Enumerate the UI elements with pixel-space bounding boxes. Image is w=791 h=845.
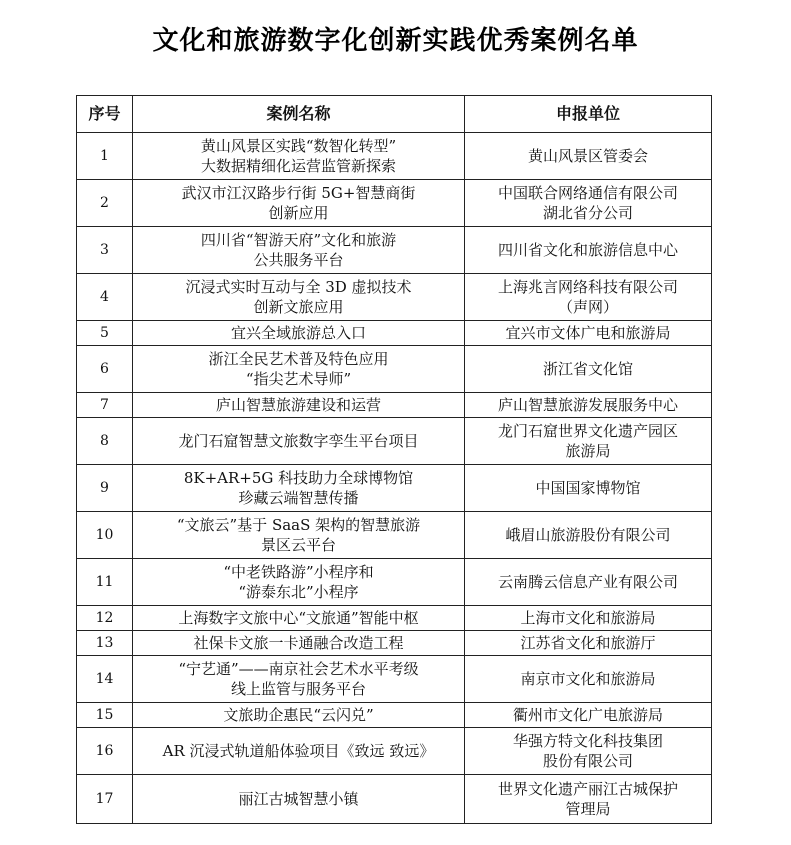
- applicant-unit-cell: [465, 728, 712, 775]
- applicant-unit-cell: [465, 512, 712, 559]
- case-name-line: 丽江古城智慧小镇: [238, 790, 359, 808]
- case-table: [76, 95, 712, 824]
- row-number: 2: [77, 180, 133, 227]
- case-name-line: 宜兴全域旅游总入口: [230, 324, 366, 342]
- case-name-cell: [133, 180, 465, 227]
- applicant-unit-cell: [465, 274, 712, 321]
- applicant-unit-cell: [465, 393, 712, 418]
- header-name: 案例名称: [133, 96, 465, 133]
- case-name-cell: [133, 512, 465, 559]
- case-name-line: 社保卡文旅一卡通融合改造工程: [193, 634, 404, 652]
- applicant-unit-line: 黄山风景区管委会: [527, 147, 648, 165]
- applicant-unit-cell: [465, 606, 712, 631]
- case-name-line: 浙江全民艺术普及特色应用: [208, 350, 389, 368]
- applicant-unit-line: 中国联合网络通信有限公司: [497, 184, 678, 202]
- case-name-line: 龙门石窟智慧文旅数字孪生平台项目: [178, 432, 419, 450]
- table-row: [77, 606, 712, 631]
- row-number: 12: [77, 606, 133, 631]
- applicant-unit-cell: [465, 631, 712, 656]
- table-row: [77, 512, 712, 559]
- case-name-line: 公共服务平台: [253, 251, 344, 269]
- applicant-unit-line: 湖北省分公司: [542, 204, 633, 222]
- page-title: 文化和旅游数字化创新实践优秀案例名单: [152, 26, 639, 56]
- case-name-cell: [133, 728, 465, 775]
- table-row: [77, 418, 712, 465]
- case-name-line: “中老铁路游”小程序和: [223, 563, 374, 581]
- case-name-line: AR 沉浸式轨道船体验项目《致远 致远》: [162, 742, 435, 760]
- case-name-line: 文旅助企惠民“云闪兑”: [223, 706, 374, 724]
- applicant-unit-line: 旅游局: [565, 442, 611, 460]
- table-row: [77, 656, 712, 703]
- table-row: [77, 180, 712, 227]
- row-number: 10: [77, 512, 133, 559]
- row-number: 3: [77, 227, 133, 274]
- case-name-line: 创新文旅应用: [253, 298, 344, 316]
- table-row: [77, 393, 712, 418]
- case-name-line: 四川省“智游天府”文化和旅游: [200, 231, 397, 249]
- applicant-unit-line: 江苏省文化和旅游厅: [520, 634, 656, 652]
- case-name-line: 线上监管与服务平台: [230, 680, 366, 698]
- applicant-unit-cell: [465, 775, 712, 824]
- row-number: 8: [77, 418, 133, 465]
- table-row: [77, 728, 712, 775]
- case-name-cell: [133, 465, 465, 512]
- case-name-line: 武汉市江汉路步行街 5G+智慧商街: [181, 184, 416, 202]
- case-name-cell: [133, 606, 465, 631]
- case-name-line: 珍藏云端智慧传播: [238, 489, 359, 507]
- row-number: 16: [77, 728, 133, 775]
- header-num: 序号: [77, 96, 133, 133]
- table-row: [77, 465, 712, 512]
- table-row: [77, 274, 712, 321]
- case-name-cell: [133, 703, 465, 728]
- table-header-row: [77, 96, 712, 133]
- applicant-unit-cell: [465, 227, 712, 274]
- header-unit: 申报单位: [465, 96, 712, 133]
- row-number: 5: [77, 321, 133, 346]
- case-name-cell: [133, 393, 465, 418]
- case-name-line: 沉浸式实时互动与全 3D 虚拟技术: [185, 278, 412, 296]
- applicant-unit-line: 龙门石窟世界文化遗产园区: [497, 422, 678, 440]
- applicant-unit-cell: [465, 346, 712, 393]
- row-number: 11: [77, 559, 133, 606]
- applicant-unit-line: 浙江省文化馆: [542, 360, 633, 378]
- case-name-line: 景区云平台: [260, 536, 336, 554]
- applicant-unit-line: 管理局: [565, 800, 611, 818]
- case-name-cell: [133, 775, 465, 824]
- case-name-line: “游泰东北”小程序: [238, 583, 359, 601]
- applicant-unit-line: 上海兆言网络科技有限公司: [497, 278, 678, 296]
- case-name-line: 大数据精细化运营监管新探索: [200, 157, 396, 175]
- table-body: [77, 133, 712, 824]
- case-name-cell: [133, 133, 465, 180]
- applicant-unit-line: 华强方特文化科技集团: [512, 732, 663, 750]
- case-name-line: 创新应用: [268, 204, 329, 222]
- applicant-unit-line: 峨眉山旅游股份有限公司: [505, 526, 671, 544]
- applicant-unit-cell: [465, 133, 712, 180]
- case-name-cell: [133, 321, 465, 346]
- row-number: 1: [77, 133, 133, 180]
- table-row: [77, 631, 712, 656]
- table-row: [77, 559, 712, 606]
- row-number: 13: [77, 631, 133, 656]
- case-name-cell: [133, 227, 465, 274]
- case-name-cell: [133, 631, 465, 656]
- case-name-line: 8K+AR+5G 科技助力全球博物馆: [183, 469, 414, 487]
- case-name-cell: [133, 656, 465, 703]
- row-number: 15: [77, 703, 133, 728]
- case-name-cell: [133, 418, 465, 465]
- case-name-line: 黄山风景区实践“数智化转型”: [200, 137, 397, 155]
- case-name-cell: [133, 559, 465, 606]
- applicant-unit-line: 上海市文化和旅游局: [520, 609, 656, 627]
- applicant-unit-cell: [465, 180, 712, 227]
- applicant-unit-cell: [465, 703, 712, 728]
- row-number: 9: [77, 465, 133, 512]
- applicant-unit-cell: [465, 656, 712, 703]
- table-row: [77, 227, 712, 274]
- applicant-unit-cell: [465, 465, 712, 512]
- applicant-unit-line: 世界文化遗产丽江古城保护: [497, 780, 678, 798]
- applicant-unit-cell: [465, 559, 712, 606]
- applicant-unit-line: 四川省文化和旅游信息中心: [497, 241, 678, 259]
- table-row: [77, 346, 712, 393]
- applicant-unit-line: 云南腾云信息产业有限公司: [497, 573, 678, 591]
- case-name-line: 上海数字文旅中心“文旅通”智能中枢: [178, 609, 419, 627]
- table-row: [77, 775, 712, 824]
- applicant-unit-line: 股份有限公司: [542, 752, 633, 770]
- applicant-unit-cell: [465, 418, 712, 465]
- case-name-line: “指尖艺术导师”: [245, 370, 352, 388]
- applicant-unit-line: 衢州市文化广电旅游局: [512, 706, 663, 724]
- case-name-cell: [133, 346, 465, 393]
- row-number: 4: [77, 274, 133, 321]
- applicant-unit-cell: [465, 321, 712, 346]
- table-row: [77, 703, 712, 728]
- case-name-cell: [133, 274, 465, 321]
- table-row: [77, 133, 712, 180]
- applicant-unit-line: 南京市文化和旅游局: [520, 670, 656, 688]
- case-name-line: “文旅云”基于 SaaS 架构的智慧旅游: [176, 516, 421, 534]
- case-name-line: 庐山智慧旅游建设和运营: [215, 396, 381, 414]
- row-number: 17: [77, 775, 133, 824]
- case-name-line: “宁艺通”——南京社会艺术水平考级: [178, 660, 419, 678]
- applicant-unit-line: 宜兴市文体广电和旅游局: [505, 324, 671, 342]
- table-row: [77, 321, 712, 346]
- applicant-unit-line: 庐山智慧旅游发展服务中心: [497, 396, 678, 414]
- row-number: 6: [77, 346, 133, 393]
- row-number: 7: [77, 393, 133, 418]
- applicant-unit-line: （声网）: [557, 298, 618, 316]
- applicant-unit-line: 中国国家博物馆: [535, 479, 641, 497]
- row-number: 14: [77, 656, 133, 703]
